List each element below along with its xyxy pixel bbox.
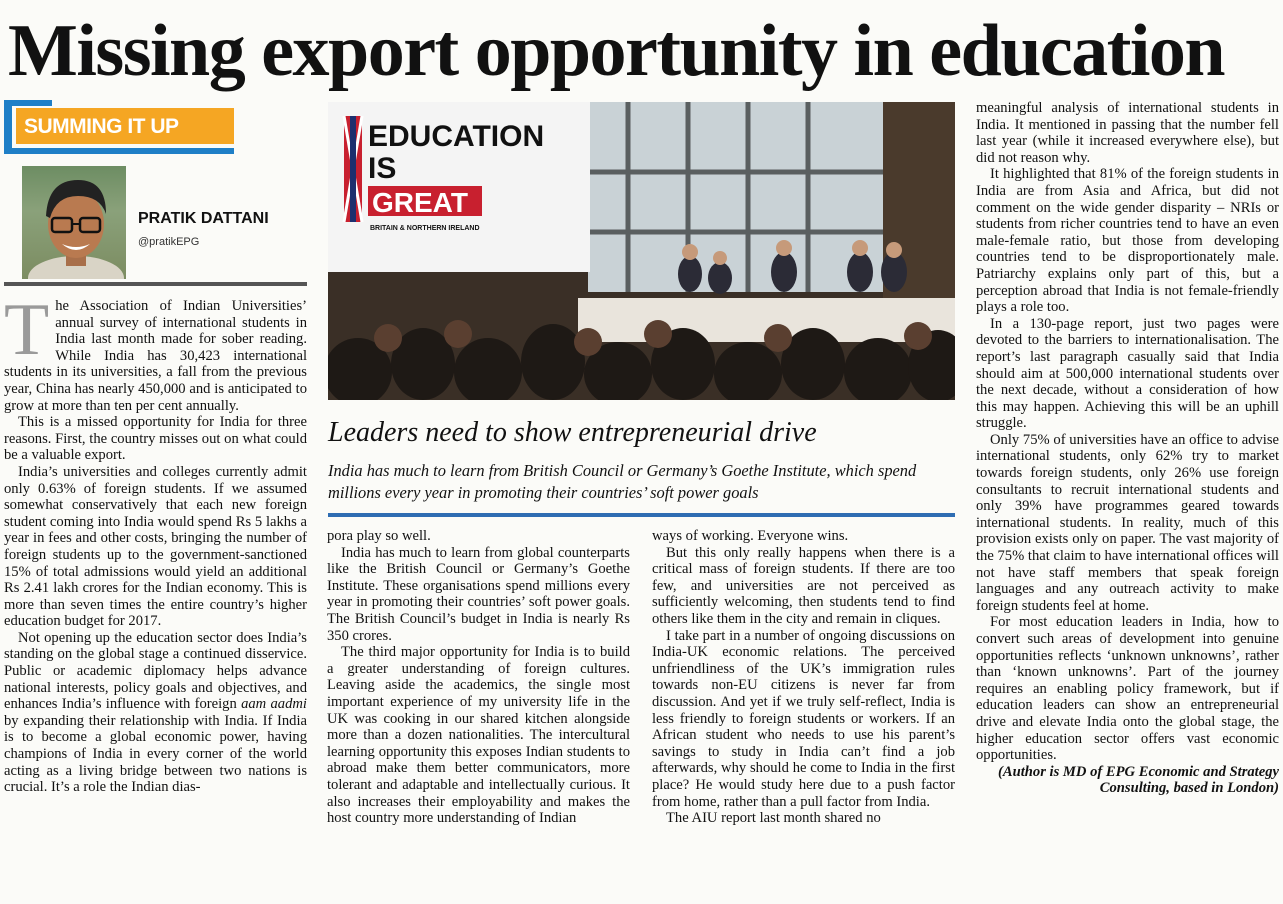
author-credit: (Author is MD of EPG Economic and Strategy Consulting, based in London) bbox=[998, 763, 1279, 797]
column-1 bbox=[4, 289, 307, 796]
author-handle: @pratikEPG bbox=[138, 236, 200, 248]
sign-line-3: GREAT bbox=[372, 187, 468, 218]
paragraph: meaningful analysis of international students in India. It mentioned in passing that the number fell last year (while it increased everywhere else), but did not reason why. bbox=[976, 100, 1279, 166]
subhead: Leaders need to show entrepreneurial drive bbox=[328, 417, 817, 448]
paragraph-text: he Association of Indian Universities’ annual survey of international students in India last month made for sober reading. While India has 30,423 international students in its universities, a fall from the previous year, China has nearly 450,000 and is anticipated to grow at more than ten per cent annually. bbox=[4, 298, 307, 414]
paragraph: pora play so well. bbox=[327, 528, 431, 544]
label-bar-top bbox=[4, 100, 52, 106]
paragraph: India’s universities and colleges currently admit only 0.63% of foreign students. If we assumed somewhat conservatively that each new foreign student coming into India would spend Rs 5 lakhs a year in fees and other costs, bringing the number of foreign students up to the government-sanctioned 15% of total admissions would yield an additional Rs 2.41 lakh crores for the Indian economy. This is more than seven times the entire country’s higher education budget for 2017. bbox=[4, 463, 307, 630]
paragraph: The AIU report last month shared no bbox=[666, 810, 881, 827]
column-3 bbox=[652, 528, 955, 827]
subhead-rule bbox=[328, 513, 955, 517]
paragraph-text: by expanding their relationship with India. If India is to become a global economic power, having champions of India in every corner of the world acting as a living bridge between two nations is crucial. It’s a role the Indian dias- bbox=[4, 712, 307, 796]
paragraph bbox=[4, 630, 307, 796]
paragraph: In a 130-page report, just two pages were devoted to the barriers to internationalisation. The report’s last paragraph casually said that India should aim at 500,000 international students over the next decade, without a consideration of how this may happen. Achieving this will be an uphill struggle. bbox=[976, 315, 1279, 432]
author-rule bbox=[4, 282, 307, 286]
author-photo bbox=[22, 166, 126, 279]
sign-line-4: BRITAIN & NORTHERN IRELAND bbox=[370, 225, 480, 232]
label-bar-left bbox=[4, 100, 12, 154]
headline: Missing export opportunity in education bbox=[8, 10, 1225, 92]
sign-line-2: IS bbox=[368, 152, 397, 185]
paragraph-text: Not opening up the education sector does India’s standing on the global stage a continued disservice. Public or academic diplomacy helps advance national interests, policy goals and objectives, and enhances India’s influence with foreign bbox=[4, 629, 307, 713]
paragraph: Only 75% of universities have an office to advise international students, only 62% try to market towards foreign students, only 26% use foreign consultants to recruit international students and only 39% have programmes geared towards international students. In reality, much of this provision exists only on paper. The vast majority of the 75% that claim to have international offices will not have staff members that speak foreign languages and any outreach activity to make foreign students feel at home. bbox=[976, 431, 1279, 614]
column-2 bbox=[327, 528, 630, 827]
emphasis-text: aam aadmi bbox=[241, 696, 307, 713]
paragraph: For most education leaders in India, how to convert such areas of development into genuine opportunities reflects ‘unknown unknowns’, rather than ‘known unknowns’. Part of the journey requires an enabling policy framework, but if education leaders can show an entrepreneurial drive and elevate India onto the global stage, the higher education sector offers vast economic opportunities. bbox=[976, 614, 1279, 764]
conference-photo bbox=[328, 102, 955, 400]
avatar-illustration bbox=[22, 166, 126, 279]
paragraph bbox=[4, 289, 307, 414]
standfirst: India has much to learn from British Council or Germany’s Goethe Institute, which spend millions every year in promoting their countries’ soft power goals bbox=[328, 461, 917, 502]
paragraph: India has much to learn from global counterparts like the British Council or Germany’s Goethe Institute. These organisations spend millions every year in promoting their countries’ soft power goals. The British Council’s budget in India is nearly Rs 350 crores. bbox=[327, 544, 630, 644]
column-4 bbox=[976, 100, 1279, 797]
conference-photo-illustration bbox=[328, 102, 955, 400]
dropcap: T bbox=[4, 289, 50, 371]
label-text: SUMMING IT UP bbox=[16, 108, 234, 144]
paragraph: This is a missed opportunity for India for three reasons. First, the country misses out on what could be a valuable export. bbox=[4, 414, 307, 464]
paragraph: ways of working. Everyone wins. bbox=[652, 528, 849, 544]
section-label bbox=[4, 100, 234, 154]
paragraph: It highlighted that 81% of the foreign students in India are from Asia and Africa, but did not comment on the wide gender disparity – NRIs or students from richer countries tend to have an even male-female ratio, but those from developing countries tend to be disproportionately male. Patriarchy explains only part of this, but a perception abroad that India is not female-friendly plays a role too. bbox=[976, 166, 1279, 316]
sign-line-1: EDUCATION bbox=[368, 120, 545, 153]
paragraph: The third major opportunity for India is to build a greater understanding of foreign cultures. Leaving aside the academics, the single most important experience of my university life in the UK was cooking in our shared kitchen alongside more than a dozen nationalities. The intercultural learning opportunity this exposes Indian students to abroad make them better communicators, more tolerant and adaptable and intellectually curious. It also increases their employability and makes the host country more understanding of Indian bbox=[327, 644, 630, 827]
label-bar-bottom bbox=[4, 148, 234, 154]
paragraph: I take part in a number of ongoing discussions on India-UK economic relations. The perceived unfriendliness of the UK’s immigration rules towards non-EU citizens is never far from discussion. And yet if we truly self-reflect, India is less friendly to foreign students or workers. If an African student who needs to use his parent’s savings to study in India can’t find a job afterwards, why should he come to India in the first place? He would study here due to a push factor from home, rather than a pull factor from India. bbox=[652, 627, 955, 810]
author-name: PRATIK DATTANI bbox=[138, 210, 269, 227]
paragraph: But this only really happens when there is a critical mass of foreign students. If there are too few, and universities are not perceived as sufficiently welcoming, then students tend to find others like them in the city and remain in cliques. bbox=[652, 544, 955, 627]
